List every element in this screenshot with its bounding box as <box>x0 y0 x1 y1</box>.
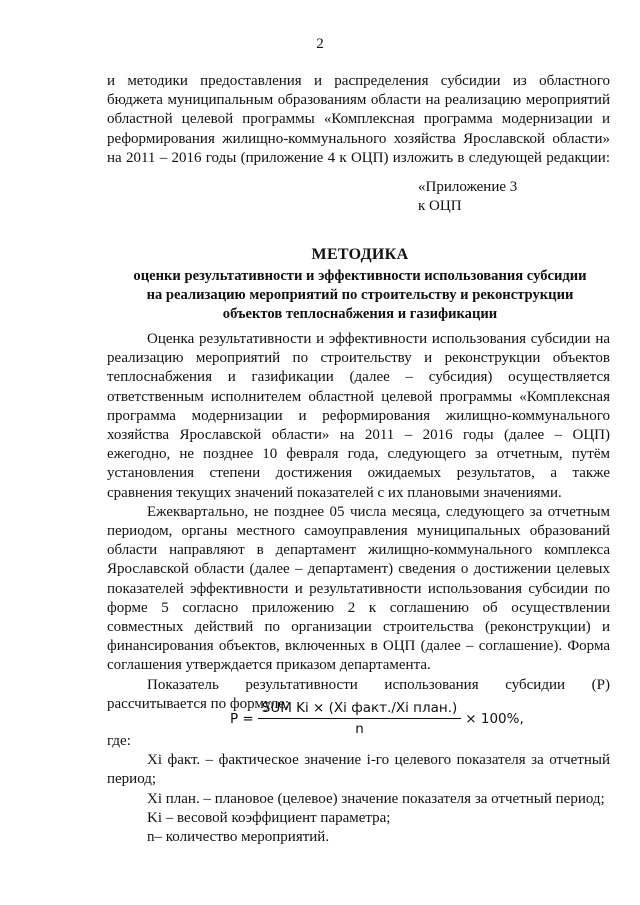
where-label: где: <box>107 733 131 749</box>
paragraph-line: финансирования объектов, включенных в ОЦП (далее – соглашение). Форма <box>107 638 610 655</box>
paragraph-line: хозяйства Ярославской области» на 2011 – 2016 годы (далее – ОЦП) <box>107 427 610 444</box>
definitions <box>107 732 610 847</box>
paragraph-line: программа модернизации и реформирования жилищно-коммунального <box>107 407 610 424</box>
paragraph-line: реализацию мероприятий по строительству и реконструкции объектов <box>107 350 610 367</box>
appendix-line: к ОЦП <box>418 198 462 214</box>
paragraph-line: Оценка результативности и эффективности использования субсидии на <box>147 331 610 347</box>
appendix-reference <box>418 178 517 216</box>
intro-paragraph <box>107 72 610 168</box>
subtitle-line: объектов теплоснабжения и газификации <box>222 306 498 322</box>
paragraph-line: показателей эффективности и результативности использования субсидии по <box>107 580 610 597</box>
appendix-line: «Приложение 3 <box>418 179 518 195</box>
intro-line: и методики предоставления и распределения субсидии из областного <box>107 73 610 89</box>
definition-line: n– количество мероприятий. <box>147 829 330 846</box>
intro-line: реформирования жилищно-коммунального хозяйства Ярославской области» <box>107 130 610 147</box>
subtitle-line: на реализацию мероприятий по строительству и реконструкции <box>146 287 574 303</box>
intro-line: на 2011 – 2016 годы (приложение 4 к ОЦП) изложить в следующей редакции: <box>107 149 610 166</box>
paragraph-line: форме 5 согласно приложению 2 к соглашению об осуществлении <box>107 599 610 616</box>
paragraph-line: сравнения текущих значений показателей с их плановыми значениями. <box>107 484 562 501</box>
formula-denominator: n <box>355 721 364 737</box>
definition-line: Ki – весовой коэффициент параметра; <box>147 809 391 826</box>
paragraph-line: соглашения утверждается приказом департамента. <box>107 657 431 674</box>
definition-line: период; <box>107 771 157 788</box>
paragraph-line: совместных действий по организации строительства (реконструкции) и <box>107 619 610 636</box>
paragraph-line: ответственным исполнителем областной целевой программы «Комплексная <box>107 388 610 405</box>
paragraph-line: Ярославской области (далее – департамент) сведения о достижении целевых <box>107 561 610 578</box>
intro-line: областной целевой программы «Комплексная программа модернизации и <box>107 111 610 128</box>
paragraph-line: области направляют в департамент жилищно-коммунального комплекса <box>107 542 610 559</box>
body-text <box>107 330 610 714</box>
intro-line: бюджета муниципальным образованиям области на реализацию мероприятий <box>107 92 610 109</box>
paragraph-line: ежегодно, не позднее 10 февраля года, следующего за отчетным, путём <box>107 446 610 463</box>
definition-line: Xi факт. – фактическое значение i-го целевого показателя за отчетный <box>147 752 610 769</box>
paragraph-line: рассчитывается по формуле: <box>107 695 290 712</box>
definition-line: Xi план. – плановое (целевое) значение показателя за отчетный период; <box>147 790 605 807</box>
document-subtitle <box>100 267 620 324</box>
page-number: 2 <box>316 36 324 52</box>
paragraph-line: Ежеквартально, не позднее 05 числа месяца, следующего за отчетным <box>147 503 610 520</box>
subtitle-line: оценки результативности и эффективности использования субсидии <box>133 268 587 284</box>
paragraph-line: Показатель результативности использования субсидии (Р) <box>147 676 610 693</box>
paragraph-line: периодом, органы местного самоуправления муниципальных образований <box>107 523 610 540</box>
formula-tail: × 100%, <box>465 710 524 727</box>
paragraph-line: установления степени достижения ожидаемых результатов, а также <box>107 465 610 482</box>
formula-numerator: SUM Ki × (Xi факт./Xi план.) <box>258 700 462 719</box>
document-title: МЕТОДИКА <box>311 246 409 263</box>
formula-lhs: P = <box>230 710 254 727</box>
paragraph-line: теплоснабжения и газификации (далее – субсидия) осуществляется <box>107 369 610 386</box>
